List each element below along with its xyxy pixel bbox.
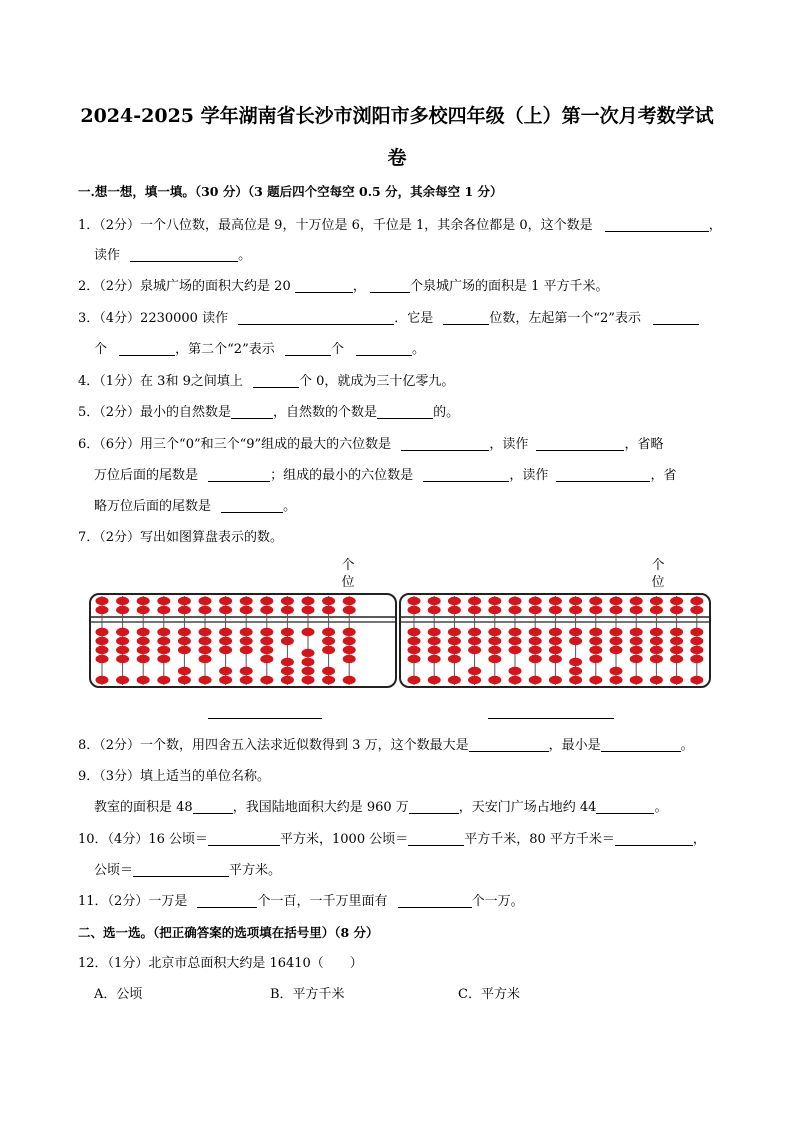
abacus-lower-bead-counted [690, 655, 703, 663]
abacus-upper-bead [529, 606, 542, 614]
abacus-lower-bead-counted [240, 628, 253, 636]
abacus-lower-bead [178, 676, 191, 684]
abacus-lower-bead-counted [569, 628, 582, 636]
abacus-lower-bead [569, 658, 582, 666]
question-3: 3．（4分）2230000 读作 ．它是 位数，左起第一个“2”表示 [78, 309, 718, 329]
abacus-lower-bead [488, 676, 501, 684]
question-10: 10．（4分）16 公顷＝ 平方米，1000 公顷＝ 平方千米，80 平方千米＝ ， [78, 832, 706, 847]
abacus-lower-bead [428, 676, 441, 684]
abacus-upper-bead [302, 597, 315, 605]
abacus-lower-bead [281, 667, 294, 675]
answer-blank[interactable] [208, 831, 280, 846]
answer-blank[interactable] [653, 310, 699, 325]
abacus-lower-bead-counted [260, 646, 273, 654]
question-9-cont: 教室的面积是 48 ，我国陆地面积大约是 960 万 ，天安门广场占地约 44 。 [94, 800, 668, 815]
abacus-upper-bead [96, 606, 109, 614]
abacus-lower-bead [569, 676, 582, 684]
abacus-answer-blank-left[interactable] [208, 718, 322, 719]
answer-blank[interactable] [615, 831, 693, 846]
abacus-upper-bead [428, 597, 441, 605]
abacus-lower-bead [219, 667, 232, 675]
abacus-upper-bead [260, 606, 273, 614]
abacus-upper-bead [589, 606, 602, 614]
abacus-upper-bead [281, 597, 294, 605]
abacus-lower-bead-counted [219, 628, 232, 636]
abacus-lower-bead [650, 676, 663, 684]
abacus-lower-bead-counted [549, 628, 562, 636]
answer-blank[interactable] [119, 341, 175, 356]
abacus-lower-bead-counted [408, 655, 421, 663]
abacus-upper-bead [468, 606, 481, 614]
abacus-lower-bead-counted [488, 655, 501, 663]
abacus-lower-bead [509, 676, 522, 684]
abacus-lower-bead-counted [116, 637, 129, 645]
question-3-cont: 个 ，第二个“2”表示 个 。 [94, 342, 426, 357]
abacus-upper-bead [240, 597, 253, 605]
abacus-lower-bead-counted [96, 646, 109, 654]
abacus-lower-bead-counted [408, 628, 421, 636]
abacus-upper-bead [137, 606, 150, 614]
abacus-upper-bead [589, 597, 602, 605]
abacus-upper-bead [116, 597, 129, 605]
abacus-lower-bead-counted [137, 646, 150, 654]
abacus-upper-bead [343, 606, 356, 614]
abacus-lower-bead-counted [670, 637, 683, 645]
abacus-lower-bead-counted [240, 637, 253, 645]
abacus-lower-bead-counted [650, 628, 663, 636]
answer-blank[interactable] [208, 467, 270, 482]
abacus-lower-bead-counted [650, 646, 663, 654]
question-2: 2．（2分）泉城广场的面积大约是 20 ， 个泉城广场的面积是 1 平方千米。 [78, 279, 609, 294]
abacus-lower-bead [549, 676, 562, 684]
abacus-lower-bead-counted [630, 655, 643, 663]
answer-blank[interactable] [596, 799, 654, 814]
question-7: 7．（2分）写出如图算盘表示的数。 [78, 530, 284, 545]
abacus-lower-bead [240, 667, 253, 675]
answer-blank[interactable] [408, 831, 464, 846]
answer-blank[interactable] [231, 404, 273, 419]
abacus-lower-bead-counted [343, 637, 356, 645]
question-12-options [94, 985, 718, 1005]
abacus-lower-bead [157, 676, 170, 684]
abacus-lower-bead-counted [448, 628, 461, 636]
abacus-upper-bead [670, 597, 683, 605]
abacus-lower-bead-counted [670, 655, 683, 663]
abacus-upper-bead [137, 597, 150, 605]
abacus-lower-bead-counted [96, 628, 109, 636]
abacus-lower-bead [509, 667, 522, 675]
abacus-lower-bead-counted [343, 655, 356, 663]
abacus-upper-bead [448, 597, 461, 605]
abacus-upper-bead [630, 606, 643, 614]
question-9: 9．（3分）填上适当的单位名称。 [78, 769, 271, 784]
abacus-lower-bead [610, 667, 623, 675]
abacus-lower-bead-counted [157, 646, 170, 654]
ones-place-label-char2: 位 [341, 575, 355, 590]
abacus-lower-bead-counted [343, 628, 356, 636]
abacus-upper-bead [610, 597, 623, 605]
answer-blank[interactable] [469, 737, 549, 752]
abacus-lower-bead-counted [428, 646, 441, 654]
abacus-lower-bead-counted [589, 646, 602, 654]
answer-blank[interactable] [377, 404, 433, 419]
answer-blank[interactable] [285, 341, 331, 356]
abacus-lower-bead [569, 667, 582, 675]
abacus-upper-bead [428, 606, 441, 614]
abacus-lower-bead-counted [281, 637, 294, 645]
abacus-left [96, 596, 356, 685]
abacus-lower-bead [302, 658, 315, 666]
abacus-lower-bead-counted [96, 637, 109, 645]
abacus-lower-bead-counted [610, 637, 623, 645]
abacus-lower-bead-counted [428, 655, 441, 663]
abacus-lower-bead [408, 676, 421, 684]
abacus-upper-bead [468, 597, 481, 605]
abacus-lower-bead-counted [281, 628, 294, 636]
question-4: 4．（1分）在 3和 9之间填上 个 0，就成为三十亿零九。 [78, 374, 455, 389]
abacus-upper-bead [322, 606, 335, 614]
abacus-lower-bead-counted [529, 655, 542, 663]
abacus-lower-bead-counted [690, 628, 703, 636]
answer-blank[interactable] [253, 373, 299, 388]
abacus-upper-bead [408, 606, 421, 614]
section-1-heading: 一.想一想，填一填。（30 分）（3 题后四个空每空 0.5 分，其余每空 1 分） [78, 184, 503, 199]
abacus-lower-bead [260, 676, 273, 684]
abacus-lower-bead [302, 667, 315, 675]
abacus-upper-bead [322, 597, 335, 605]
answer-blank[interactable] [193, 799, 233, 814]
abacus-lower-bead-counted [468, 646, 481, 654]
abacus-lower-bead-counted [199, 637, 212, 645]
answer-blank[interactable] [423, 467, 509, 482]
abacus-upper-bead [178, 606, 191, 614]
abacus-answer-blank-right[interactable] [488, 718, 614, 719]
question-6-cont: 万位后面的尾数是 ；组成的最小的六位数是 ，读作 ，省 [94, 468, 677, 483]
abacus-upper-bead [178, 597, 191, 605]
abacus-upper-bead [488, 606, 501, 614]
abacus-lower-bead [322, 667, 335, 675]
abacus-upper-bead [281, 606, 294, 614]
answer-blank[interactable] [536, 436, 624, 451]
section-2-heading: 二、选一选。（把正确答案的选项填在括号里）（8 分） [78, 925, 379, 940]
answer-blank[interactable] [221, 498, 283, 513]
answer-blank[interactable] [197, 893, 257, 908]
abacus-lower-bead [529, 676, 542, 684]
abacus-lower-bead [116, 676, 129, 684]
abacus-upper-bead [260, 597, 273, 605]
abacus-lower-bead-counted [549, 655, 562, 663]
answer-blank[interactable] [443, 310, 489, 325]
abacus-lower-bead [468, 667, 481, 675]
page-title-cont: 卷 [387, 147, 407, 169]
abacus-lower-bead [610, 676, 623, 684]
abacus-lower-bead-counted [178, 637, 191, 645]
answer-blank[interactable] [556, 467, 650, 482]
abacus-lower-bead [281, 658, 294, 666]
abacus-lower-bead-counted [529, 628, 542, 636]
abacus-upper-bead [199, 597, 212, 605]
abacus-upper-bead [509, 597, 522, 605]
question-6-cont2: 略万位后面的尾数是 。 [94, 499, 297, 514]
ones-place-label-char1: 个 [341, 558, 355, 573]
abacus-lower-bead-counted [610, 646, 623, 654]
abacus-lower-bead-counted [549, 646, 562, 654]
abacus-upper-bead [529, 597, 542, 605]
page-title: 2024-2025 学年湖南省长沙市浏阳市多校四年级（上）第一次月考数学试 [80, 105, 714, 127]
abacus-lower-bead-counted [529, 637, 542, 645]
abacus-lower-bead-counted [690, 646, 703, 654]
abacus-lower-bead-counted [509, 637, 522, 645]
answer-blank[interactable] [401, 436, 489, 451]
abacus-lower-bead-counted [157, 637, 170, 645]
abacus-upper-bead [199, 606, 212, 614]
abacus-upper-bead [219, 606, 232, 614]
answer-blank[interactable] [130, 247, 238, 262]
abacus-lower-bead-counted [448, 655, 461, 663]
abacus-lower-bead-counted [690, 637, 703, 645]
abacus-upper-bead [690, 597, 703, 605]
abacus-lower-bead-counted [488, 637, 501, 645]
abacus-lower-bead-counted [650, 655, 663, 663]
answer-blank[interactable] [605, 217, 709, 232]
abacus-lower-bead-counted [428, 637, 441, 645]
abacus-lower-bead-counted [137, 655, 150, 663]
abacus-lower-bead-counted [468, 628, 481, 636]
abacus-lower-bead [302, 649, 315, 657]
abacus-lower-bead-counted [468, 637, 481, 645]
abacus-upper-bead [116, 606, 129, 614]
question-1: 1．（2分）一个八位数，最高位是 9，十万位是 6，千位是 1，其余各位都是 0，这个数是 ， [78, 218, 722, 233]
answer-blank[interactable] [370, 278, 410, 293]
abacus-lower-bead-counted [137, 637, 150, 645]
abacus-lower-bead-counted [670, 646, 683, 654]
abacus-lower-bead-counted [178, 628, 191, 636]
abacus-lower-bead-counted [408, 637, 421, 645]
abacus-lower-bead-counted [589, 637, 602, 645]
answer-blank[interactable] [601, 737, 681, 752]
option-a[interactable]: A．公顷 [94, 987, 143, 1002]
abacus-lower-bead-counted [529, 646, 542, 654]
abacus-upper-bead [448, 606, 461, 614]
question-10-cont: 公顷＝ 平方米。 [94, 863, 282, 878]
abacus-lower-bead-counted [116, 646, 129, 654]
abacus-lower-bead-counted [488, 628, 501, 636]
abacus-lower-bead [302, 676, 315, 684]
abacus-upper-bead [219, 597, 232, 605]
abacus-upper-bead [630, 597, 643, 605]
abacus-upper-bead [610, 606, 623, 614]
abacus-lower-bead-counted [343, 646, 356, 654]
abacus-lower-bead-counted [408, 646, 421, 654]
abacus-upper-bead [157, 606, 170, 614]
abacus-lower-bead-counted [199, 646, 212, 654]
abacus-lower-bead-counted [260, 637, 273, 645]
abacus-lower-bead-counted [116, 628, 129, 636]
question-1-cont: 读作 。 [94, 248, 252, 263]
abacus-upper-bead [157, 597, 170, 605]
abacus-lower-bead-counted [322, 637, 335, 645]
abacus-upper-bead [240, 606, 253, 614]
question-8: 8．（2分）一个数，用四舍五入法求近似数得到 3 万，这个数最大是 ，最小是 。 [78, 738, 694, 753]
abacus-lower-bead [137, 676, 150, 684]
abacus-lower-bead-counted [610, 628, 623, 636]
abacus-right [408, 596, 704, 685]
question-5: 5．（2分）最小的自然数是 ，自然数的个数是 的。 [78, 405, 460, 420]
abacus-upper-bead [343, 597, 356, 605]
abacus-lower-bead-counted [219, 637, 232, 645]
abacus-lower-bead-counted [569, 637, 582, 645]
abacus-lower-bead-counted [589, 628, 602, 636]
abacus-lower-bead-counted [260, 655, 273, 663]
abacus-upper-bead [96, 597, 109, 605]
abacus-lower-bead-counted [322, 628, 335, 636]
abacus-upper-bead [569, 597, 582, 605]
ones-place-label-char2: 位 [651, 575, 665, 590]
abacus-upper-bead [690, 606, 703, 614]
abacus-upper-bead [569, 606, 582, 614]
abacus-lower-bead-counted [630, 646, 643, 654]
abacus-lower-bead-counted [650, 637, 663, 645]
abacus-lower-bead [670, 676, 683, 684]
abacus-lower-bead-counted [219, 646, 232, 654]
abacus-lower-bead [219, 676, 232, 684]
abacus-lower-bead-counted [157, 655, 170, 663]
abacus-lower-bead-counted [96, 655, 109, 663]
abacus-upper-bead [549, 597, 562, 605]
abacus-lower-bead-counted [116, 655, 129, 663]
abacus-lower-bead-counted [302, 628, 315, 636]
option-c[interactable]: C．平方米 [458, 987, 520, 1002]
abacus-upper-bead [670, 606, 683, 614]
abacus-lower-bead-counted [509, 646, 522, 654]
abacus-lower-bead-counted [178, 646, 191, 654]
abacus-upper-bead [650, 597, 663, 605]
abacus-upper-bead [549, 606, 562, 614]
abacus-lower-bead [448, 676, 461, 684]
abacus-lower-bead-counted [448, 637, 461, 645]
abacus-lower-bead-counted [428, 628, 441, 636]
answer-blank[interactable] [238, 310, 394, 325]
abacus-lower-bead-counted [322, 646, 335, 654]
option-b[interactable]: B．平方千米 [270, 987, 345, 1002]
abacus-lower-bead [630, 676, 643, 684]
abacus-lower-bead [322, 676, 335, 684]
abacus-lower-bead [589, 676, 602, 684]
abacus-lower-bead-counted [240, 646, 253, 654]
abacus-lower-bead-counted [549, 637, 562, 645]
ones-place-label-char1: 个 [651, 558, 665, 573]
answer-blank[interactable] [409, 799, 459, 814]
abacus-lower-bead [343, 676, 356, 684]
abacus-lower-bead [240, 676, 253, 684]
abacus-lower-bead-counted [509, 628, 522, 636]
abacus-lower-bead-counted [630, 628, 643, 636]
abacus-lower-bead-counted [199, 655, 212, 663]
abacus-lower-bead [178, 667, 191, 675]
question-11: 11．（2分）一万是 个一百，一千万里面有 个一万。 [78, 894, 524, 909]
abacus-lower-bead [690, 676, 703, 684]
abacus-upper-bead [650, 606, 663, 614]
abacus-lower-bead-counted [630, 637, 643, 645]
answer-blank[interactable] [133, 862, 229, 877]
abacus-lower-bead [281, 676, 294, 684]
abacus-lower-bead [96, 676, 109, 684]
abacus-upper-bead [408, 597, 421, 605]
abacus-lower-bead-counted [670, 628, 683, 636]
abacus-lower-bead-counted [488, 646, 501, 654]
abacus-lower-bead [199, 676, 212, 684]
answer-blank[interactable] [356, 341, 412, 356]
abacus-lower-bead [468, 676, 481, 684]
question-12: 12．（1分）北京市总面积大约是 16410（ ） [78, 956, 363, 971]
abacus-upper-bead [302, 606, 315, 614]
answer-blank[interactable] [398, 893, 472, 908]
abacus-lower-bead-counted [260, 628, 273, 636]
question-6: 6．（6分）用三个“0”和三个“9”组成的最大的六位数是 ，读作 ，省略 [78, 437, 664, 452]
abacus-lower-bead-counted [448, 646, 461, 654]
abacus-upper-bead [488, 597, 501, 605]
abacus-figure [88, 592, 712, 690]
abacus-lower-bead-counted [199, 628, 212, 636]
answer-blank[interactable] [295, 278, 353, 293]
abacus-lower-bead-counted [589, 655, 602, 663]
abacus-lower-bead-counted [137, 628, 150, 636]
abacus-lower-bead-counted [157, 628, 170, 636]
abacus-upper-bead [509, 606, 522, 614]
